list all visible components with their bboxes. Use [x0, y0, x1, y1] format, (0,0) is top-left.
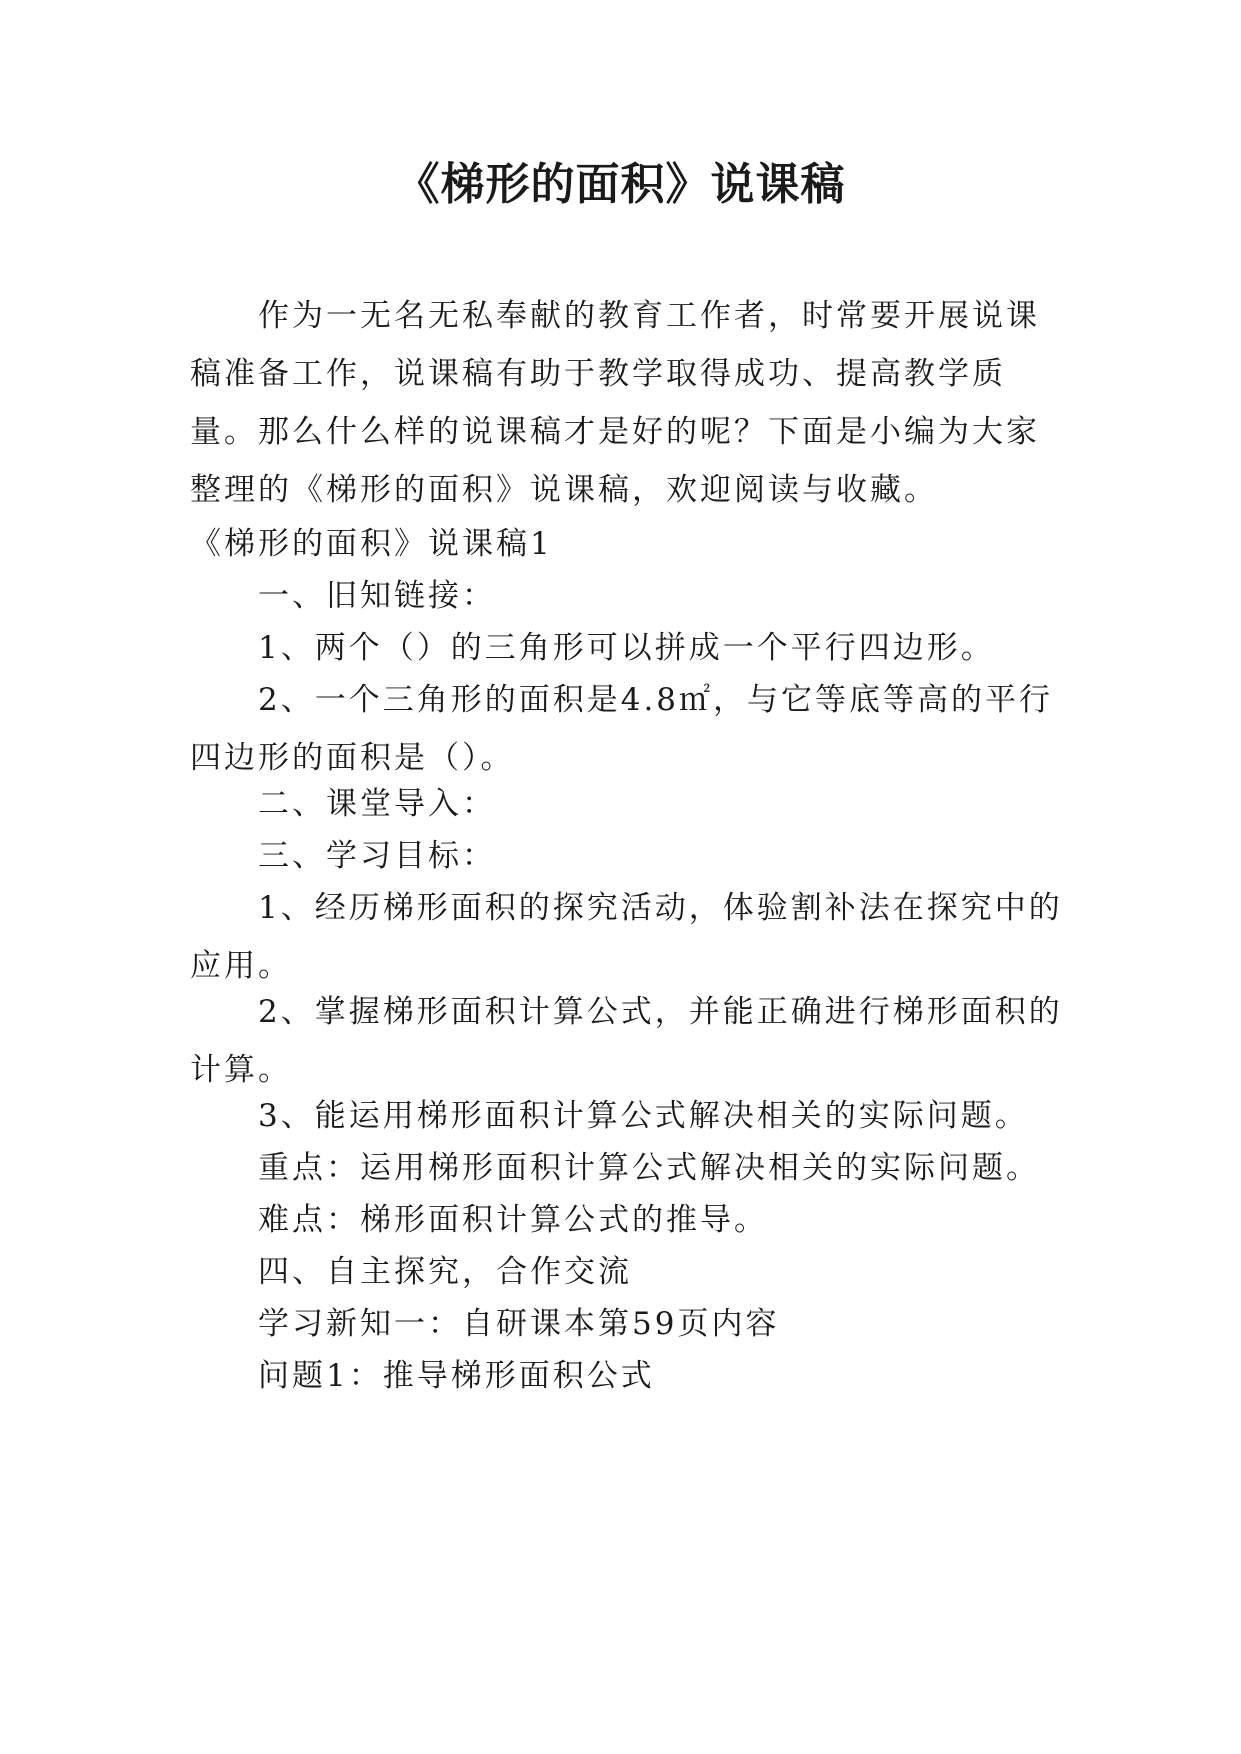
paragraph-problem-1: 问题1：推导梯形面积公式 — [258, 1358, 655, 1394]
intro-paragraph: 作为一无名无私奉献的教育工作者，时常要开展说课稿准备工作，说课稿有助于教学取得成功、提高教学质量。那么什么样的说课稿才是好的呢？下面是小编为大家整理的《梯形的面积》说课稿，欢迎阅读与收藏。 — [190, 298, 1040, 508]
paragraph-key-point: 重点：运用梯形面积计算公式解决相关的实际问题。 — [258, 1150, 1040, 1186]
paragraph-difficulty: 难点：梯形面积计算公式的推导。 — [258, 1202, 768, 1238]
paragraph-explore-heading: 四、自主探究，合作交流 — [258, 1254, 632, 1290]
paragraph-new-knowledge: 学习新知一：自研课本第59页内容 — [258, 1306, 780, 1342]
paragraph-lesson-intro: 二、课堂导入： — [258, 786, 496, 822]
paragraph-goal-2: 2、掌握梯形面积计算公式，并能正确进行梯形面积的计算。 — [190, 994, 1063, 1088]
paragraph-goal-3: 3、能运用梯形面积计算公式解决相关的实际问题。 — [258, 1098, 1029, 1134]
paragraph-question-1: 1、两个（）的三角形可以拼成一个平行四边形。 — [258, 630, 995, 666]
paragraph-goals-heading: 三、学习目标： — [258, 838, 496, 874]
document-title: 《梯形的面积》说课稿 — [395, 159, 846, 210]
section-heading: 《梯形的面积》说课稿1 — [190, 526, 553, 562]
paragraph-goal-1: 1、经历梯形面积的探究活动，体验割补法在探究中的应用。 — [190, 890, 1063, 984]
paragraph-question-2: 2、一个三角形的面积是4.8㎡，与它等底等高的平行四边形的面积是（）。 — [190, 682, 1054, 776]
paragraph-old-knowledge: 一、旧知链接： — [258, 578, 496, 614]
